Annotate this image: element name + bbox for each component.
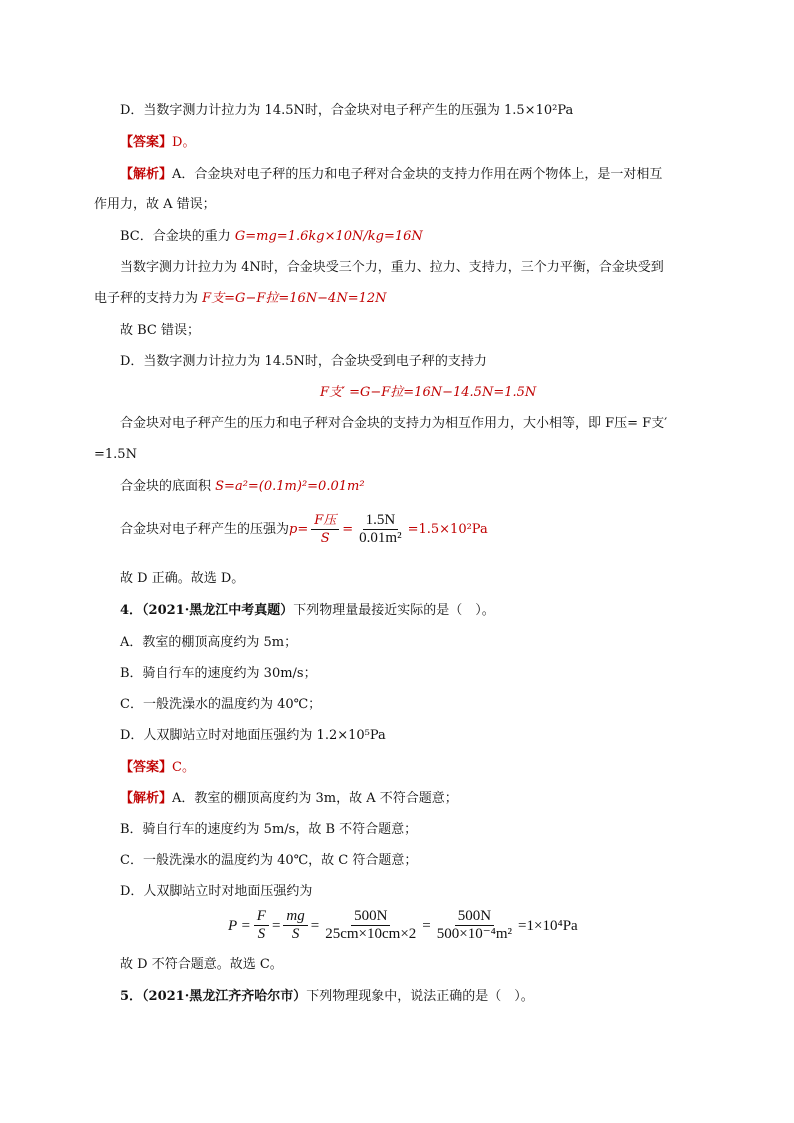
- analysis-bc-2: 当数字测力计拉力为 4N时，合金块受三个力，重力、拉力、支持力，三个力平衡，合金块受到: [120, 260, 664, 275]
- q4-option-d: D．人双脚站立时对地面压强约为 1.2×10⁵Pa: [120, 728, 386, 743]
- pressure-symbol: p=: [289, 521, 309, 537]
- question-4: [120, 602, 495, 620]
- analysis-text: A．合金块对电子秤的压力和电子秤对合金块的支持力作用在两个物体上，是一对相互: [172, 167, 663, 182]
- frac-den: S: [257, 926, 266, 942]
- support-formula: F支=G−F拉=16N−4N=12N: [202, 291, 387, 306]
- answer-value: D。: [172, 135, 196, 150]
- frac-num: F: [254, 908, 269, 926]
- analysis-2-a: [120, 790, 458, 808]
- question-source: （2021·黑龙江齐齐哈尔市）: [142, 989, 307, 1004]
- analysis-d-6: [120, 512, 488, 547]
- formula-frac-2: [283, 908, 307, 943]
- analysis-d-5: [120, 478, 365, 496]
- pressure-text: 合金块对电子秤产生的压强为: [120, 521, 290, 537]
- pressure-result: =1.5×10²Pa: [407, 521, 488, 537]
- formula-result: =1×10⁴Pa: [518, 917, 578, 934]
- frac-num: 1.5N: [363, 512, 399, 530]
- question-number: 5．: [120, 989, 143, 1004]
- analysis-d-3: 合金块对电子秤产生的压力和电子秤对合金块的支持力为相互作用力，大小相等，即 F压= F支′: [120, 416, 668, 431]
- frac-num: 500N: [351, 908, 390, 926]
- analysis-1-a-cont: 作用力，故 A 错误；: [94, 197, 216, 212]
- analysis-2-c: C．一般洗澡水的温度约为 40℃，故 C 符合题意；: [120, 853, 418, 868]
- question-text: 下列物理量最接近实际的是（ ）。: [293, 603, 495, 618]
- formula-frac-4: [434, 908, 515, 943]
- question-number: 4．: [120, 603, 143, 618]
- analysis-d-7: 故 D 正确。故选 D。: [120, 571, 245, 586]
- answer-1: [120, 134, 195, 152]
- formula-frac-1: [254, 908, 269, 943]
- question-text: 下列物理现象中，说法正确的是（ ）。: [306, 989, 534, 1004]
- analysis-2-b: B．骑自行车的速度约为 5m/s，故 B 不符合题意；: [120, 822, 418, 837]
- q4-option-a: A．教室的棚顶高度约为 5m；: [120, 635, 298, 650]
- analysis-2-end: 故 D 不符合题意。故选 C。: [120, 957, 283, 972]
- pressure-formula-2: P = $\frac{F}{S}$ = $\frac{mg}{S}$ = $\frac{500N}{25cm\times 10cm\times 2}$ = $\frac{500N}{\text{500×10⁻⁴m²}}$ =1×10⁴Pa: [228, 908, 578, 942]
- analysis-tag: 【解析】: [120, 167, 173, 182]
- analysis-text: A．教室的棚顶高度约为 3m，故 A 不符合题意；: [172, 791, 458, 806]
- answer-value: C。: [172, 760, 195, 775]
- bc3-text: 电子秤的支持力为: [94, 291, 203, 306]
- frac-den: S: [320, 531, 330, 546]
- analysis-tag: 【解析】: [120, 791, 173, 806]
- analysis-1-a: [120, 166, 662, 184]
- frac-den: 500×10⁻⁴m²: [436, 926, 513, 942]
- formula-p: P =: [228, 917, 251, 934]
- answer-tag: 【答案】: [120, 135, 173, 150]
- area-formula: S=a²=(0.1m)²=0.01m²: [215, 479, 365, 494]
- frac-den: S: [291, 926, 300, 942]
- frac-num: 500N: [455, 908, 494, 926]
- option-d-question: D．当数字测力计拉力为 14.5N时，合金块对电子秤产生的压强为 1.5×10²Pa: [120, 103, 574, 118]
- question-source: （2021·黑龙江中考真题）: [142, 603, 294, 618]
- question-5: [120, 988, 534, 1006]
- area-text: 合金块的底面积: [120, 479, 216, 494]
- equals: =: [342, 521, 354, 537]
- frac-num: F压: [311, 512, 339, 530]
- answer-tag: 【答案】: [120, 760, 173, 775]
- formula-frac-3: [322, 908, 419, 943]
- pressure-fraction-2: [356, 512, 404, 547]
- frac-den: 0.01m²: [359, 530, 402, 546]
- q4-option-b: B．骑自行车的速度约为 30m/s；: [120, 666, 317, 681]
- analysis-bc-1: [120, 228, 423, 246]
- q4-option-c: C．一般洗澡水的温度约为 40℃；: [120, 697, 322, 712]
- pressure-fraction-1: [311, 512, 339, 547]
- gravity-formula: G=mg=1.6kg×10N/kg=16N: [234, 229, 423, 244]
- answer-2: [120, 759, 195, 777]
- bc-text: BC．合金块的重力: [120, 229, 235, 244]
- analysis-d-1: D．当数字测力计拉力为 14.5N时，合金块受到电子秤的支持力: [120, 354, 487, 369]
- analysis-d-4: =1.5N: [94, 447, 137, 462]
- analysis-2-d: D．人双脚站立时对地面压强约为: [120, 884, 313, 899]
- analysis-bc-4: 故 BC 错误；: [120, 323, 201, 338]
- frac-den: 25cm×10cm×2: [325, 926, 417, 942]
- analysis-d-formula: F支′ =G−F拉=16N−14.5N=1.5N: [320, 385, 537, 400]
- analysis-bc-3: [94, 290, 387, 308]
- frac-num: mg: [283, 908, 307, 926]
